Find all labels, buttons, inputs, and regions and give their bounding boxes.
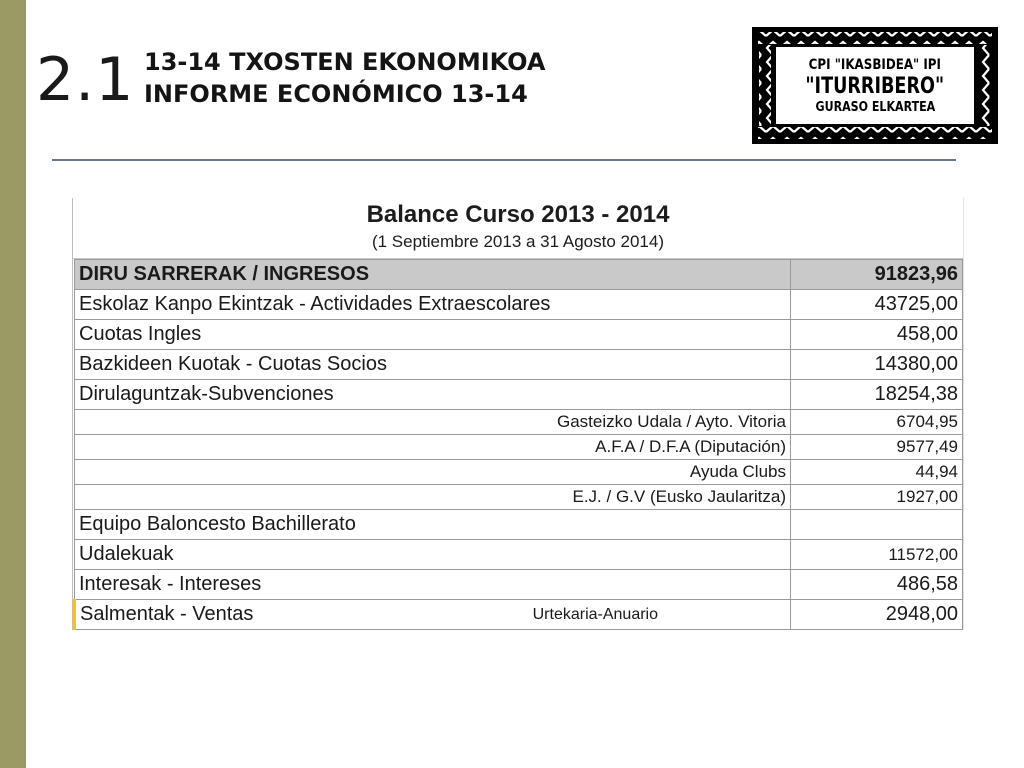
row-label: Bazkideen Kuotak - Cuotas Socios: [75, 350, 791, 380]
row-label: Salmentak - Ventas: [80, 603, 254, 625]
slide-number: 2.1: [36, 45, 135, 115]
balance-spreadsheet: [72, 198, 964, 630]
table-row: [75, 600, 963, 630]
subrow-value: 44,94: [791, 460, 963, 485]
subrow-label: Gasteizko Udala / Ayto. Vitoria: [75, 410, 791, 435]
table-row: [75, 290, 963, 320]
title-line-basque: 13-14 TXOSTEN EKONOMIKOA: [144, 48, 546, 76]
header-label: DIRU SARRERAK / INGRESOS: [75, 260, 791, 290]
title-line-spanish: INFORME ECONÓMICO 13-14: [144, 80, 528, 108]
table-header-row: [75, 260, 963, 290]
slide-title: [144, 46, 546, 110]
row-label-cell: [75, 600, 791, 630]
table-subrow: [75, 460, 963, 485]
row-label: Interesak - Intereses: [75, 570, 791, 600]
left-accent-bar: [0, 0, 26, 768]
row-value: 18254,38: [791, 380, 963, 410]
subrow-value: 9577,49: [791, 435, 963, 460]
table-row: [75, 320, 963, 350]
row-value: 11572,00: [791, 540, 963, 570]
sheet-title: Balance Curso 2013 - 2014: [366, 201, 670, 228]
row-label: Dirulaguntzak-Subvenciones: [75, 380, 791, 410]
row-value: 486,58: [791, 570, 963, 600]
row-label: Eskolaz Kanpo Ekintzak - Actividades Extraescolares: [75, 290, 791, 320]
table-subrow: [75, 410, 963, 435]
logo-line-1: CPI "IKASBIDEA" IPI: [808, 56, 942, 73]
row-value: [791, 510, 963, 540]
header-total: 91823,96: [791, 260, 963, 290]
subrow-label: Ayuda Clubs: [75, 460, 791, 485]
table-row: [75, 510, 963, 540]
table-subrow: [75, 485, 963, 510]
table-subrow: [75, 435, 963, 460]
row-value: 2948,00: [791, 600, 963, 630]
table-row: [75, 540, 963, 570]
sheet-heading: [73, 198, 963, 259]
row-label: Cuotas Ingles: [75, 320, 791, 350]
table-row: [75, 570, 963, 600]
row-value: 43725,00: [791, 290, 963, 320]
row-label-wrap: [80, 603, 786, 626]
logo-text-box: [776, 47, 974, 124]
logo-line-2: "ITURRIBERO": [805, 73, 945, 99]
sheet-subtitle: (1 Septiembre 2013 a 31 Agosto 2014): [371, 232, 665, 251]
subrow-label: A.F.A / D.F.A (Diputación): [75, 435, 791, 460]
title-divider: [52, 159, 956, 161]
subrow-value: 1927,00: [791, 485, 963, 510]
table-row: [75, 350, 963, 380]
table-row: [75, 380, 963, 410]
row-value: 14380,00: [791, 350, 963, 380]
subrow-value: 6704,95: [791, 410, 963, 435]
association-logo: [752, 27, 998, 144]
income-table: [73, 259, 963, 630]
subrow-label: E.J. / G.V (Eusko Jaularitza): [75, 485, 791, 510]
logo-line-3: GURASO ELKARTEA: [815, 99, 935, 115]
row-label: Udalekuak: [75, 540, 791, 570]
row-label: Equipo Baloncesto Bachillerato: [75, 510, 791, 540]
row-note: Urtekaria-Anuario: [532, 605, 658, 623]
row-value: 458,00: [791, 320, 963, 350]
